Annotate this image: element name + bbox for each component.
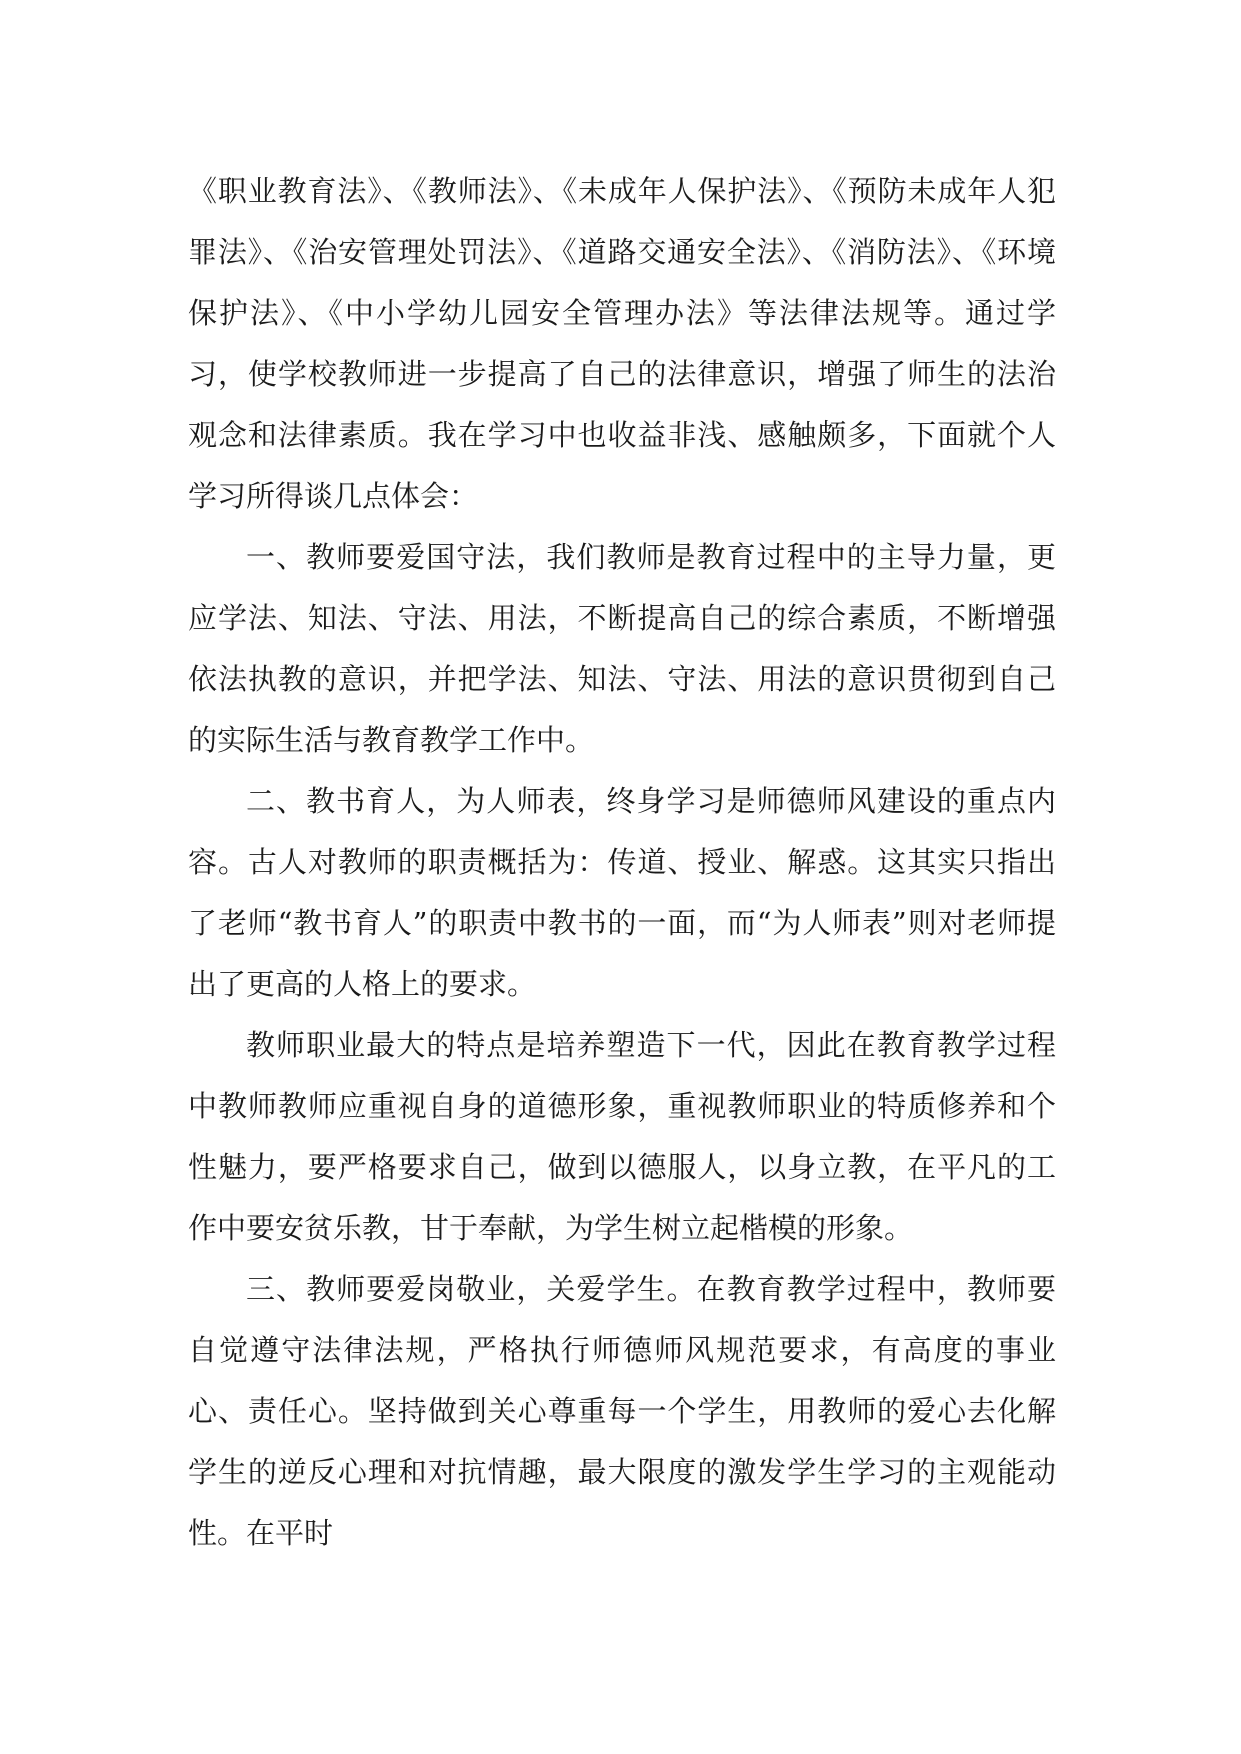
paragraph-point-three: 三、教师要爱岗敬业，关爱学生。在教育教学过程中，教师要自觉遵守法律法规，严格执行师德师风规范要求，有高度的事业心、责任心。坚持做到关心尊重每一个学生，用教师的爱心去化解学生的逆反心理和对抗情趣，最大限度的激发学生学习的主观能动性。在平时 [188,1272,1056,1550]
paragraph-teacher-profession: 教师职业最大的特点是培养塑造下一代，因此在教育教学过程中教师教师应重视自身的道德形象，重视教师职业的特质修养和个性魅力，要严格要求自己，做到以德服人，以身立教，在平凡的工作中要安贫乐教，甘于奉献，为学生树立起楷模的形象。 [188,1028,1056,1245]
paragraph-point-two: 二、教书育人，为人师表，终身学习是师德师风建设的重点内容。古人对教师的职责概括为：传道、授业、解惑。这其实只指出了老师“教书育人”的职责中教书的一面，而“为人师表”则对老师提出了更高的人格上的要求。 [188,784,1056,1001]
paragraph-point-one: 一、教师要爱国守法，我们教师是教育过程中的主导力量，更应学法、知法、守法、用法，不断提高自己的综合素质，不断增强依法执教的意识，并把学法、知法、守法、用法的意识贯彻到自己的实际生活与教育教学工作中。 [188,540,1056,757]
paragraph-law-list: 《职业教育法》、《教师法》、《未成年人保护法》、《预防未成年人犯罪法》、《治安管理处罚法》、《道路交通安全法》、《消防法》、《环境保护法》、《中小学幼儿园安全管理办法》等法律法规等。通过学习，使学校教师进一步提高了自己的法律意识，增强了师生的法治观念和法律素质。我在学习中也收益非浅、感触颇多，下面就个人学习所得谈几点体会： [188,174,1056,513]
document-body [188,161,1056,1564]
